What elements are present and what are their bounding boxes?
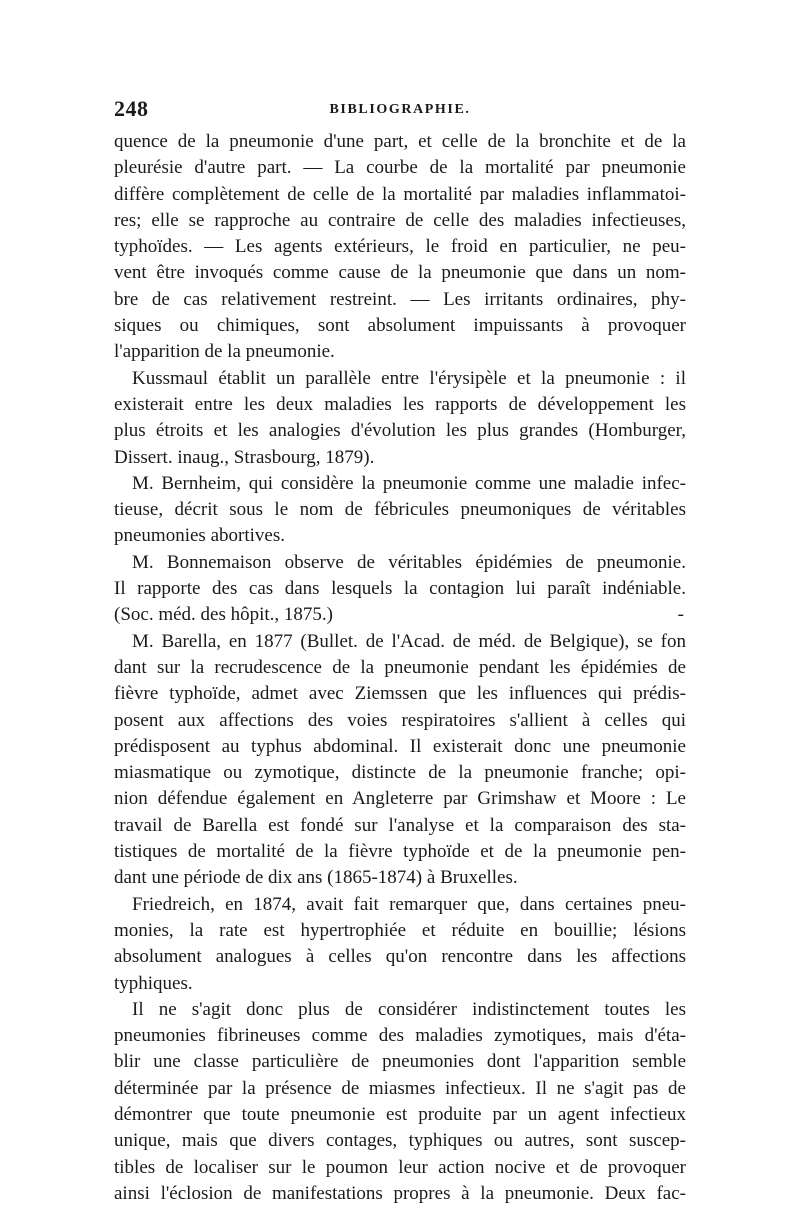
text-line: quence de la pneumonie d'une part, et celle de la bronchite et de la	[114, 131, 686, 152]
text-line: pneumonies fibrineuses comme des maladies zymotiques, mais d'éta-	[114, 1025, 686, 1047]
text-line: Friedreich, en 1874, avait fait remarquer que, dans certaines pneu-	[132, 893, 686, 915]
text-line: vent être invoqués comme cause de la pneumonie que dans un nom-	[114, 262, 686, 284]
text-line: tibles de localiser sur le poumon leur action nocive et de provoquer	[114, 1156, 686, 1178]
text-line: travail de Barella est fondé sur l'analyse et la comparaison des sta-	[114, 814, 686, 836]
text-line: tieuse, décrit sous le nom de fébricules pneumoniques de véritables	[114, 499, 686, 521]
text-line-with-mark	[114, 602, 686, 628]
text-line: nion défendue également en Angleterre par Grimshaw et Moore : Le	[114, 788, 686, 810]
body-text	[114, 129, 686, 1207]
text-line: typhoïdes. — Les agents extérieurs, le froid en particulier, ne peu-	[114, 236, 686, 258]
text-line: dant sur la recrudescence de la pneumonie pendant les épidémies de	[114, 656, 686, 678]
page-number: 248	[114, 96, 149, 121]
text-line: tistiques de mortalité de la fièvre typhoïde et de la pneumonie pen-	[114, 841, 686, 863]
text-line: Il rapporte des cas dans lesquels la contagion lui paraît indéniable.	[114, 578, 686, 600]
text-line: l'apparition de la pneumonie.	[114, 341, 335, 363]
text-line: dant une période de dix ans (1865-1874) à Bruxelles.	[114, 867, 518, 889]
text-line: pleurésie d'autre part. — La courbe de la mortalité par pneumonie	[114, 157, 686, 179]
text-line: M. Barella, en 1877 (Bullet. de l'Acad. de méd. de Belgique), se fon	[132, 630, 686, 652]
text-line: prédisposent au typhus abdominal. Il existerait donc une pneumonie	[114, 735, 686, 757]
text-line: fièvre typhoïde, admet avec Ziemssen que les influences qui prédis-	[114, 683, 686, 705]
text-line: M. Bernheim, qui considère la pneumonie comme une maladie infec-	[132, 472, 686, 494]
text-line: siques ou chimiques, sont absolument impuissants à provoquer	[114, 315, 686, 337]
text-line: pneumonies abortives.	[114, 525, 285, 547]
stray-mark: -	[677, 604, 684, 626]
text-line: monies, la rate est hypertrophiée et réduite en bouillie; lésions	[114, 919, 686, 941]
text-line: res; elle se rapproche au contraire de celle des maladies infectieuses,	[114, 209, 686, 231]
text-line: démontrer que toute pneumonie est produite par un agent infectieux	[114, 1103, 686, 1125]
text-line: (Soc. méd. des hôpit., 1875.)	[114, 604, 334, 626]
text-line: diffère complètement de celle de la mortalité par maladies inflammatoi-	[114, 183, 686, 205]
text-line: blir une classe particulière de pneumonies dont l'apparition semble	[114, 1051, 686, 1073]
text-line: existerait entre les deux maladies les rapports de développement les	[114, 393, 686, 415]
text-line: ainsi l'éclosion de manifestations propres à la pneumonie. Deux fac-	[114, 1182, 686, 1204]
text-line: Dissert. inaug., Strasbourg, 1879).	[114, 446, 375, 468]
text-line: unique, mais que divers contages, typhiques ou autres, sont suscep-	[114, 1130, 686, 1152]
running-title: BIBLIOGRAPHIE.	[329, 102, 471, 117]
text-line: M. Bonnemaison observe de véritables épidémies de pneumonie.	[132, 551, 686, 573]
text-line: absolument analogues à celles qu'on rencontre dans les affections	[114, 946, 686, 968]
text-line: plus étroits et les analogies d'évolution les plus grandes (Homburger,	[114, 420, 686, 442]
text-line: miasmatique ou zymotique, distincte de la pneumonie franche; opi-	[114, 762, 686, 784]
page-header	[114, 96, 686, 126]
text-line: Il ne s'agit donc plus de considérer indistinctement toutes les	[132, 998, 686, 1020]
text-line: Kussmaul établit un parallèle entre l'érysipèle et la pneumonie : il	[132, 367, 686, 389]
text-line: posent aux affections des voies respiratoires s'allient à celles qui	[114, 709, 686, 731]
text-line: bre de cas relativement restreint. — Les irritants ordinaires, phy-	[114, 288, 686, 310]
text-line: déterminée par la présence de miasmes infectieux. Il ne s'agit pas de	[114, 1077, 686, 1099]
text-line: typhiques.	[114, 972, 193, 994]
